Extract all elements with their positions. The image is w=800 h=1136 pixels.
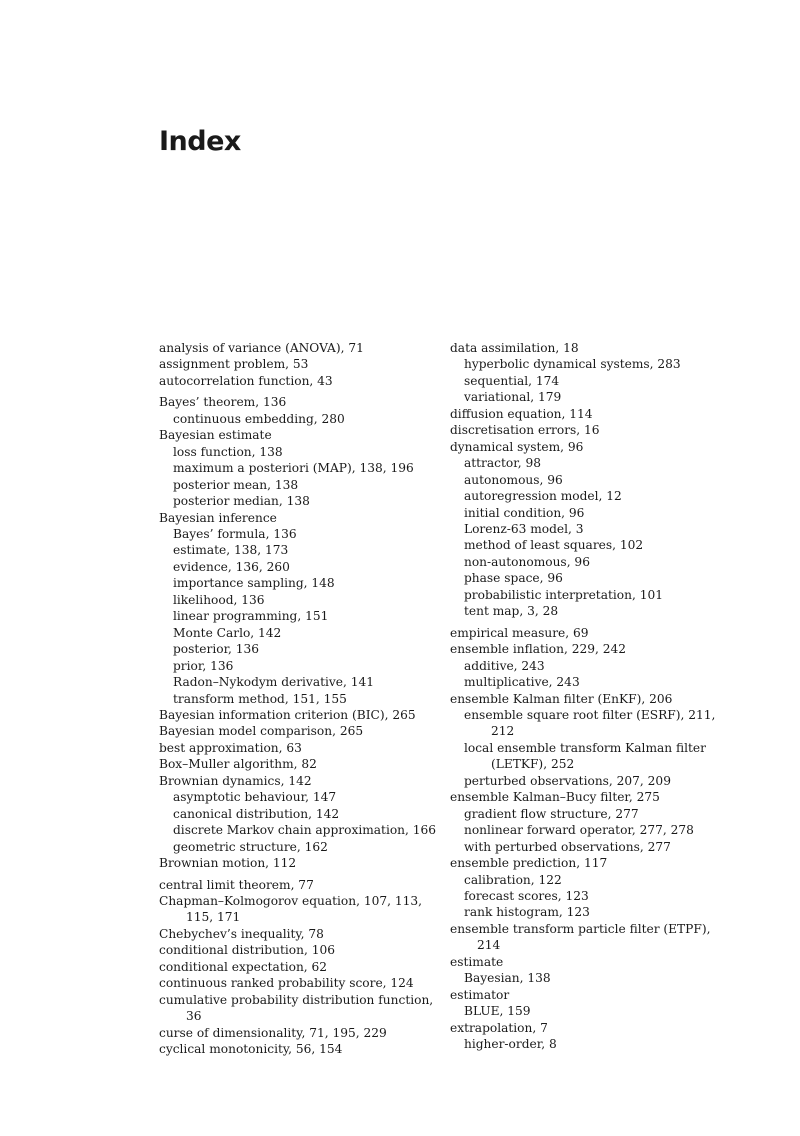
- index-subentry: hyperbolic dynamical systems, 283: [464, 357, 681, 372]
- index-entry: Bayesian information criterion (BIC), 265: [159, 707, 416, 722]
- index-subentry: additive, 243: [464, 658, 545, 673]
- index-entry: ensemble Kalman filter (EnKF), 206: [450, 691, 673, 706]
- index-subentry: Radon–Nykodym derivative, 141: [173, 675, 374, 690]
- index-subentry: Lorenz-63 model, 3: [464, 521, 584, 536]
- index-subentry: prior, 136: [173, 658, 234, 673]
- index-subentry: probabilistic interpretation, 101: [464, 587, 663, 602]
- index-subentry: gradient flow structure, 277: [464, 806, 639, 821]
- index-entry: estimator: [450, 987, 510, 1002]
- index-subentry: forecast scores, 123: [464, 888, 589, 903]
- index-subentry: posterior median, 138: [173, 494, 310, 509]
- index-subentry: phase space, 96: [464, 571, 563, 586]
- index-column-left: [159, 340, 439, 1057]
- index-entry: ensemble inflation, 229, 242: [450, 642, 627, 657]
- index-entry: diffusion equation, 114: [450, 406, 593, 421]
- index-subentry: perturbed observations, 207, 209: [464, 773, 671, 788]
- index-subentry: autoregression model, 12: [464, 489, 622, 504]
- index-entry: Bayesian model comparison, 265: [159, 724, 364, 739]
- index-entry: Bayesian inference: [159, 510, 277, 525]
- page-title: Index: [159, 126, 241, 157]
- index-subentry: tent map, 3, 28: [464, 604, 559, 619]
- index-subentry: discrete Markov chain approximation, 166: [173, 823, 437, 838]
- index-entry: Brownian motion, 112: [159, 856, 297, 871]
- index-subentry: continuous embedding, 280: [173, 411, 345, 426]
- index-subentry: autonomous, 96: [464, 472, 563, 487]
- index-subentry: transform method, 151, 155: [173, 691, 347, 706]
- index-subentry: sequential, 174: [464, 373, 560, 388]
- index-subentry: nonlinear forward operator, 277, 278: [464, 823, 694, 838]
- index-subentry: canonical distribution, 142: [173, 806, 340, 821]
- index-entry: ensemble Kalman–Bucy filter, 275: [450, 790, 660, 805]
- index-entry: Bayesian estimate: [159, 428, 272, 443]
- index-entry: Bayes’ theorem, 136: [159, 395, 287, 410]
- index-entry: discretisation errors, 16: [450, 423, 600, 438]
- index-subentry: BLUE, 159: [464, 1004, 531, 1019]
- index-subentry: geometric structure, 162: [173, 839, 328, 854]
- index-subentry: likelihood, 136: [173, 592, 265, 607]
- index-entry: data assimilation, 18: [450, 341, 579, 355]
- index-entry: ensemble prediction, 117: [450, 856, 608, 871]
- index-entry: Brownian dynamics, 142: [159, 773, 312, 788]
- index-entry: analysis of variance (ANOVA), 71: [159, 341, 364, 355]
- index-subentry: linear programming, 151: [173, 609, 329, 624]
- index-subentry: calibration, 122: [464, 872, 562, 887]
- index-entry: ensemble transform particle filter (ETPF), 214: [450, 921, 711, 953]
- index-entry: best approximation, 63: [159, 740, 302, 755]
- index-subentry: local ensemble transform Kalman filter (LETKF), 252: [464, 740, 706, 772]
- index-entry: curse of dimensionality, 71, 195, 229: [159, 1025, 387, 1040]
- index-entry: conditional expectation, 62: [159, 959, 328, 974]
- index-subentry: estimate, 138, 173: [173, 543, 289, 558]
- index-entry: extrapolation, 7: [450, 1020, 548, 1035]
- index-entry: Chebychev’s inequality, 78: [159, 926, 324, 941]
- index-subentry: multiplicative, 243: [464, 675, 580, 690]
- index-subentry: initial condition, 96: [464, 505, 585, 520]
- index-subentry: loss function, 138: [173, 444, 283, 459]
- index-subentry: attractor, 98: [464, 456, 541, 471]
- index-entry: cyclical monotonicity, 56, 154: [159, 1042, 343, 1057]
- index-entry: assignment problem, 53: [159, 357, 309, 372]
- index-entry: estimate: [450, 954, 504, 969]
- index-subentry: maximum a posteriori (MAP), 138, 196: [173, 461, 414, 476]
- index-entry: Chapman–Kolmogorov equation, 107, 113, 115, 171: [159, 893, 422, 925]
- index-subentry: Bayes’ formula, 136: [173, 526, 297, 541]
- index-entry: dynamical system, 96: [450, 439, 584, 454]
- index-entry: conditional distribution, 106: [159, 943, 335, 958]
- index-subentry: posterior, 136: [173, 642, 260, 657]
- index-subentry: asymptotic behaviour, 147: [173, 790, 337, 805]
- index-subentry: posterior mean, 138: [173, 477, 299, 492]
- index-entry: cumulative probability distribution function, 36: [159, 992, 434, 1024]
- index-subentry: method of least squares, 102: [464, 538, 644, 553]
- index-entry: continuous ranked probability score, 124: [159, 976, 414, 991]
- index-subentry: rank histogram, 123: [464, 905, 590, 920]
- index-entry: autocorrelation function, 43: [159, 373, 333, 388]
- index-subentry: Bayesian, 138: [464, 971, 551, 986]
- index-subentry: higher-order, 8: [464, 1037, 557, 1052]
- index-subentry: ensemble square root filter (ESRF), 211, 212: [464, 707, 716, 739]
- index-subentry: non-autonomous, 96: [464, 554, 590, 569]
- index-entry: empirical measure, 69: [450, 625, 589, 640]
- index-subentry: Monte Carlo, 142: [173, 625, 282, 640]
- index-subentry: with perturbed observations, 277: [464, 839, 671, 854]
- index-subentry: importance sampling, 148: [173, 576, 335, 591]
- index-entry: Box–Muller algorithm, 82: [159, 757, 317, 772]
- index-subentry: variational, 179: [464, 390, 562, 405]
- index-entry: central limit theorem, 77: [159, 877, 314, 892]
- index-subentry: evidence, 136, 260: [173, 559, 290, 574]
- index-column-right: [450, 340, 720, 1052]
